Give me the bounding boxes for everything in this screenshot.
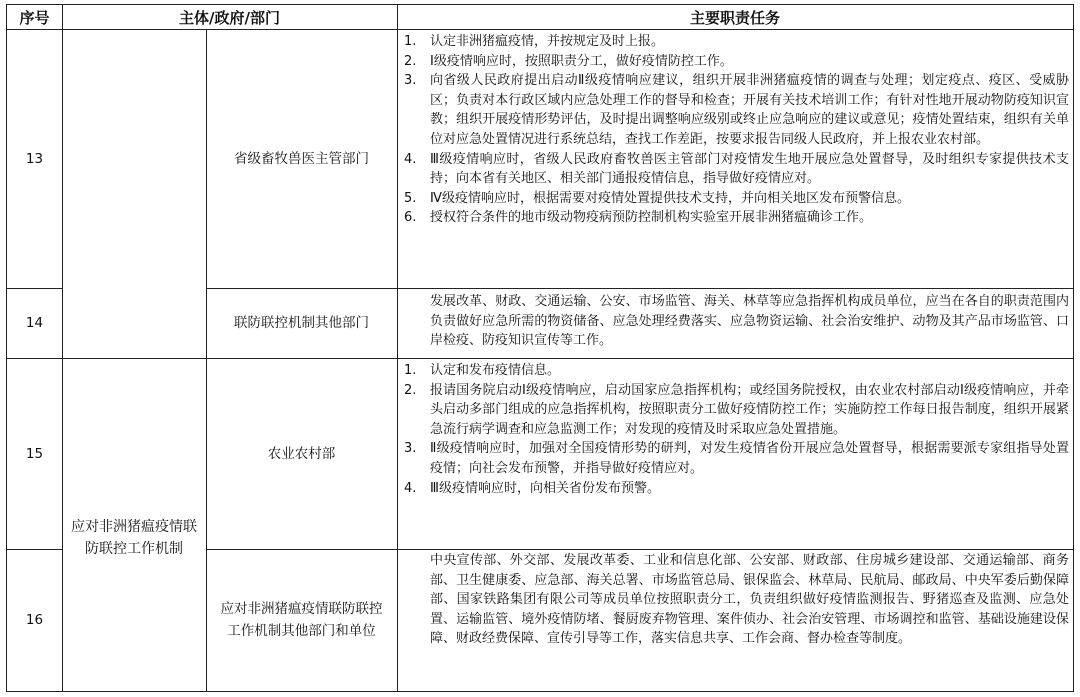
row-14-paragraph: 发展改革、财政、交通运输、公安、市场监管、海关、林草等应急指挥机构成员单位，应当在各自的职责范围内负责做好应急所需的物资储备、应急处理经费落实、应急物资运输、社会治安维护、动物及其产品市场监管、口岸检疫、防疫知识宣传等工作。 (430, 294, 1069, 349)
row-15-number: 15 (25, 445, 44, 462)
row-16-paragraph: 中央宣传部、外交部、发展改革委、工业和信息化部、公安部、财政部、住房城乡建设部、交通运输部、商务部、卫生健康委、应急部、海关总署、市场监管总局、银保监会、林草局、民航局、邮政局、中央军委后勤保障部、国家铁路集团有限公司等成员单位按照职责分工，负责组织做好疫情监测报告、野猪巡查及监测、应急处置、运输监管、境外疫情防堵、餐厨废弃物管理、案件侦办、社会治安管理、市场调控和监管、基础设施建设保障、财政经费保障、宣传引导等工作，落实信息共享、工作会商、督办检查等制度。 (430, 553, 1069, 647)
header-tasks: 主要职责任务 (689, 8, 780, 27)
list-item: 4. Ⅲ级疫情响应时，省级人民政府畜牧兽医主管部门对疫情发生地开展应急处置督导，及时组织专家提供技术支持；向本省有关地区、相关部门通报疫情信息，指导做好疫情应对。 (404, 151, 1069, 187)
header-no: 序号 (19, 8, 50, 27)
row-14-tasks (398, 292, 1073, 351)
row-14-number: 14 (25, 315, 44, 331)
list-item: 6. 授权符合条件的地市级动物疫病预防控制机构实验室开展非洲猪瘟确诊工作。 (404, 210, 873, 226)
row-15-tasks (398, 361, 1073, 498)
mechanism-label: 应对非洲猪瘟疫情联防联控工作机制 (71, 519, 197, 557)
row-15-dept: 农业农村部 (267, 445, 336, 462)
header-body: 主体/政府/部门 (179, 8, 280, 27)
list-item: 2. Ⅰ级疫情响应时，按照职责分工，做好疫情防控工作。 (404, 53, 733, 69)
list-item: 1. 认定非洲猪瘟疫情，并按规定及时上报。 (404, 34, 665, 49)
list-item: 1. 认定和发布疫情信息。 (404, 363, 561, 378)
row-13-dept: 省级畜牧兽医主管部门 (234, 150, 369, 167)
row-13-tasks (398, 32, 1073, 228)
duty-table (6, 4, 1074, 692)
row-16-dept: 应对非洲猪瘟疫情联防联控工作机制其他部门和单位 (220, 601, 383, 639)
header-divider (7, 29, 1073, 30)
list-item: 4. Ⅲ级疫情响应时，向相关省份发布预警。 (404, 480, 660, 496)
row-14-dept: 联防联控机制其他部门 (234, 315, 369, 331)
list-item: 3. Ⅱ级疫情响应时，加强对全国疫情形势的研判，对发生疫情省份开展应急处置督导，根据需要派专家组指导处置疫情；向社会发布预警，并指导做好疫情应对。 (404, 441, 1069, 476)
list-item: 2. 报请国务院启动Ⅰ级疫情响应，启动国家应急指挥机构；或经国务院授权，由农业农村部启动Ⅰ级疫情响应，并牵头启动多部门组成的应急指挥机构，按照职责分工做好疫情防控工作；实施防控工作每日报告制度，组织开展紧急流行病学调查和应急监测工作；对发现的疫情及时采取应急处置措施。 (404, 382, 1069, 437)
row-16-number: 16 (25, 612, 44, 628)
list-item: 5. Ⅳ级疫情响应时，根据需要对疫情处置提供技术支持，并向相关地区发布预警信息。 (404, 190, 910, 206)
list-item: 3. 向省级人民政府提出启动Ⅱ级疫情响应建议，组织开展非洲猪瘟疫情的调查与处理；划定疫点、疫区、受威胁区；负责对本行政区域内应急处理工作的督导和检查；开展有关技术培训工作；有针对性地开展动物防疫知识宣教；组织开展疫情形势评估，及时提出调整响应级别或终止应急响应的建议或意见；疫情处置结束，组织有关单位对应急处置情况进行系统总结，查找工作差距，按要求报告同级人民政府，并上报农业农村部。 (404, 73, 1069, 147)
row-16-tasks (398, 551, 1073, 649)
row-13-number: 13 (25, 150, 44, 167)
